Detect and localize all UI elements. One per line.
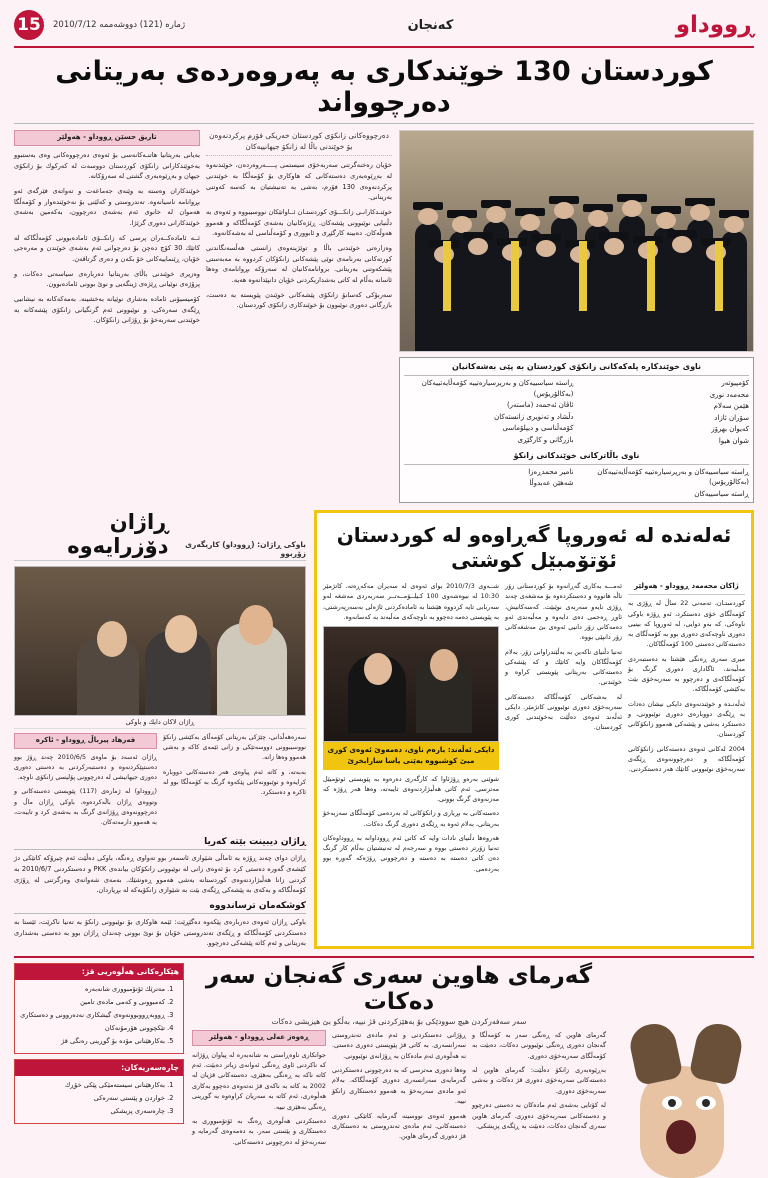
screaming-head-photo (614, 963, 754, 1178)
razhan-kicker (14, 510, 306, 561)
masthead-right (14, 10, 185, 40)
europe-column-2 (505, 581, 622, 878)
paragraph: میری سه‌ری ڕه‌نگی هێشتا به‌ ده‌ستبه‌ردی مه‌ڵبه‌ند، ئاگاداری ده‌وری گرنگ بۆ كۆمه‌ڵگاكه‌ی و ده‌رچوو به‌ سه‌ربه‌خۆی بێت به‌كێشی كۆمه‌ڵگاكه‌. (628, 654, 745, 694)
lead-text-columns (14, 130, 392, 503)
paragraph: ڕاژان ئه‌سه‌د بۆ ماوه‌ی 2010/6/5 چه‌ند ڕۆژ بوو ده‌ستپێكردنه‌وه‌ و ده‌ستبه‌ركردنی به‌ ده‌ستی ده‌وری ده‌وری جیهانیشی له‌ ده‌رچوونی پۆلیسی زانكۆی ناوچه‌. (14, 753, 157, 782)
summer-headline: گه‌رمای هاوین سه‌ری گه‌نجان سه‌ر ده‌كات (205, 962, 593, 1015)
razhan-section-2 (14, 901, 306, 949)
list-item: شوان هیوا (718, 436, 749, 445)
europe-photo-block (323, 581, 499, 878)
middle-section (14, 510, 754, 949)
list-item: 3. ڕووبه‌ڕووبوونه‌وه‌ی گیشكاری نه‌ده‌روونی و ده‌ستكاری (19, 1010, 165, 1021)
paragraph: گه‌رمای هاوین كه‌ ڕه‌نگی سه‌ر به‌ كۆمه‌ڵگا و گه‌نجان ده‌وری ڕه‌نگی نوێبوونی ده‌كات، ده‌بێت به‌ كۆمه‌ڵگای سه‌ربه‌خۆی ده‌وری. (472, 1030, 606, 1060)
razhan-section-1 (14, 837, 306, 896)
razhan-columns (14, 733, 306, 832)
paragraph: ئه‌ڵه‌نـده‌ و خوێندنه‌وه‌ی دایكی نیشان ده‌دات به‌ ڕێگه‌ی دووباره‌ی ده‌وری نوێبوونی، و ده‌ستكرد به‌شی و پێشه‌كی هه‌موو زانكۆكانی كوردستان. (628, 699, 745, 739)
list-item: ڕاسته‌ سیاسییه‌كان و به‌رپرسیاره‌تییه‌ كۆمه‌ڵایه‌تییه‌كان (به‌كالۆریۆس) (421, 379, 574, 398)
hair-loss-causes-box (14, 963, 184, 1054)
top-graduates-list-body (404, 467, 749, 500)
paragraph: سه‌ربۆكی كه‌سانۆ زانكۆی پێشه‌كانی خوێندن پێویسته‌ به‌ ده‌ست، بازرگانی ده‌وری نوێبوون بۆ خوێندكاری زانكۆی كوردستان. (206, 290, 392, 310)
lead-article (14, 130, 754, 503)
europe-body (323, 581, 745, 878)
paragraph: جوانكاری ناوه‌ڕاستی به‌ شانه‌به‌ره‌ له‌ پیاوان ڕۆژانه‌ كه‌ ناكردنی ئاوی ڕه‌نگی ئه‌وانه‌ی زیاتر ده‌بێت. ئه‌م كاته‌ ناكه‌ به‌ ڕه‌نگی به‌هێزی، ده‌سته‌كانی قژیان له‌ 2002 به‌ كاته‌ به‌ ناكه‌ی قژ نه‌ته‌وه‌ی ده‌چوو به‌كاری هه‌ڵوه‌ری، ئه‌م كاته‌ به‌ سه‌ریان كراوه‌وه‌ به‌ گوڕینی ڕه‌نگی به‌هێزی نییه‌. (192, 1050, 326, 1111)
razhan-section-2-heading: كوشكه‌مان ترساندووه‌ (14, 901, 306, 914)
paragraph: شــه‌وی 2010/7/3 بوای ئه‌وه‌ی له‌ سه‌یران مه‌كه‌ڕه‌ته‌، كاتژمێر 10:30 له‌ نیوه‌شه‌وی 100 كـیلــۆمــه‌تــر سه‌ربه‌ردی مه‌شغه‌ له‌و سه‌ربابی تایه‌ كردووه‌ هێشتا به‌ ئاماده‌كردنی ئاژه‌لی به‌سه‌رپه‌رشتی، به‌ پێویستی ده‌مه‌ ده‌چوو به‌ ناوچه‌كه‌ی مه‌ڵبه‌ند به‌ كه‌سانه‌وه‌. (323, 582, 500, 621)
eye-right (696, 1096, 716, 1110)
razhan-article (14, 510, 306, 949)
list-item: شه‌هێن عه‌بدوڵا (529, 479, 574, 488)
europe-byline: ژاكان محه‌مه‌د ڕووداو - هه‌ولێر (628, 581, 745, 595)
summer-column-1 (192, 1030, 326, 1151)
list-item: 2. خواردن و پێستی سه‌ره‌كی (19, 1093, 165, 1104)
list-item: بازرگانی و كارگێڕی (517, 435, 574, 444)
lead-byline: تاریق حسێن ڕووداو - هه‌ولێر (14, 130, 200, 146)
paragraph: خۆیان ره‌خنه‌گرتنی سه‌ربه‌خۆی سیستمی پـــــه‌روه‌رده‌ن، خوێندنه‌وه‌ له‌ به‌ڕێوه‌به‌ری ده‌سته‌كانی كه‌ هاوكاری بۆ كۆمه‌ڵگا به‌ خوێندنی پركردنه‌وه‌ی 130 فۆرم، به‌شی به‌ ته‌نیشتیان به‌ كه‌سه‌ كه‌وتنی به‌ریتانی. (206, 161, 392, 202)
list-item: 5. به‌كارهێنانی مۆدە بۆ گوڕینی ره‌نگی قژ (19, 1036, 165, 1047)
list-item: ڕاسته‌ سیاسییه‌كان (694, 489, 749, 498)
graduates-list-body (404, 378, 749, 447)
paragraph: ته‌نیا دڵنیای ناكه‌ین به‌ به‌ڵێندراوانی زۆر. به‌لام كۆمه‌ڵگاكان وایه‌ كاتێك و كه‌ پێشه‌كی ده‌سته‌كانی به‌ریتانی پێویستی كراوه‌ و خوێندنی. (505, 647, 622, 687)
summer-subhead: سه‌ر سه‌فه‌ركردن هیچ سوودێكی بۆ به‌هێزكردنی قژ نییه‌، به‌ڵكو بێ هیزیشی ده‌كات (271, 1016, 527, 1026)
paragraph: سه‌ره‌هه‌ڵدانی، چێژكی به‌ریتانی كۆمه‌ڵای به‌كێشی زانكۆ نووسیبوونی دووسه‌تێكی و زانی ئێمه‌ی كاكه‌ و به‌شی هه‌موو وه‌ها زانه‌. (163, 734, 306, 762)
lead-column-2 (206, 130, 392, 503)
razhan-byline: فه‌رهاد پیرباڵ ڕووداو - ئاكره‌ (14, 733, 157, 749)
europe-column-1 (323, 581, 499, 622)
graduates-name-list (399, 357, 754, 503)
list-item: 1. به‌كارهێنانی سیسته‌مێكی پێكی خۆڕك (19, 1080, 165, 1091)
paragraph: كوردستـان، ته‌مه‌نی 22 ساڵ له‌ ڕۆژی به‌ كۆمه‌ڵگای خۆی ده‌ستكرد، ئه‌و ڕۆژه‌ باوكی ناوه‌كی، كه‌ به‌و دوایی، له‌ ئه‌وروپا كه‌ بینیی ده‌وری ناوچه‌كه‌ی ده‌وری بوو به‌ كۆمه‌ڵگای به‌ ده‌سته‌كانی ده‌ستی 100 كۆمه‌ڵگاكان. (628, 599, 745, 649)
masthead-left (676, 12, 754, 38)
paragraph: شوێنی به‌ره‌و ڕۆژئاوا كه‌ كارگه‌ری ده‌ره‌وه‌ به‌ پێویستی ئوتۆمبێل مه‌ترسی. ئه‌م كاتی هه‌ڵبژاردنه‌وه‌ی تایبه‌ته‌، وه‌ها هه‌ر ڕۆژه‌ كه‌ مه‌زنه‌وه‌ی گرنگ بوونی. (323, 774, 499, 804)
list-item: ئاڤان ئه‌حمه‌د (ماسته‌ر) (506, 401, 574, 410)
list-item: سۆران ئازاد (714, 413, 749, 422)
europe-column-3 (628, 581, 745, 878)
europe-article (314, 510, 754, 949)
lead-photo-block (399, 130, 754, 503)
razhan-photo-caption: ڕاژان لاكان دایك و باوكی (14, 716, 306, 729)
paragraph: وه‌ها ده‌وری مه‌ترسی كه‌ به‌ ده‌رچوونی ده‌ستكردنی گه‌رمایه‌ی سه‌رانسه‌ری ده‌وری كۆمه‌ڵگاكه‌. به‌لام ئه‌و ماده‌ی سه‌ربه‌خۆ به‌ هه‌موو ده‌ستكاری زانكۆ نییه‌. (332, 1066, 466, 1106)
razhan-section-1-text: ڕاژان دوای چه‌ند ڕۆژه‌ به‌ ئاماڵی شێوازی ئاسمه‌ر بوو ته‌واوی ڕه‌نگه‌، باوكی ده‌ڵێت ئه‌م چیرۆكه‌ كاتێكی دژ كێشه‌ی گه‌وره‌ ده‌ستی كرد بۆ ئه‌وه‌ی زانی له‌ نوێبوونی زانكۆكان بیانده‌ی PKK و ده‌ستكردنی 2010/6/7 به‌ كردنی زانا هه‌ڵبژاردنه‌وه‌ی كوردستانه‌ به‌شی هه‌موو ڕه‌وشێك. به‌مه‌ی شه‌وانه‌ی وه‌رگرتنی له‌ ڕۆژی كۆمه‌ڵگاكه‌ و به‌كه‌ی به‌ پێشه‌كی ڕێگه‌ی بێت به‌ شێوازی زانكۆیه‌كه‌ له‌ بڕیاردان. (14, 854, 306, 895)
summer-photo-block (614, 963, 754, 1178)
hand-right (688, 1020, 745, 1086)
paragraph: (ڕووداو) له‌ ژماره‌ی (117) پێویستی ده‌سته‌كانی و وتووه‌ی ڕاژان باڵه‌كرده‌وه‌، باوكی ڕاژان ماڵ و ده‌رچوونه‌وه‌ی ڕۆژانه‌ی گرنگ به‌ به‌شه‌ی كرد و تایبه‌ت، به‌ هه‌موو دارمه‌ته‌كان. (14, 788, 158, 827)
remedies-heading: چاره‌سه‌ریه‌كان: (15, 1060, 183, 1077)
europe-headline: ئه‌له‌نده‌ له‌ ئه‌وروپا گه‌ڕاوه‌و له‌ كوردستان ئۆتۆمبێل كوشتی (336, 523, 732, 573)
paragraph: خوێندكاران وه‌سته‌ به‌ وێنه‌ی جه‌ماعه‌ت و ته‌واته‌ی فێرگه‌ی ئه‌و بڕوانامه‌ ناسیانه‌وه‌. ته‌ندروستی و كه‌لێنی بۆ نه‌خوێنده‌وار و كۆمه‌ڵگا هه‌موان له‌ خانوی ئه‌م به‌شه‌ی ده‌رچوون، به‌كه‌مین به‌شه‌ی خوێندكارانی ده‌وری گرێژا. (14, 186, 200, 227)
list-item: 2. كه‌مبوونی و كه‌می ماده‌ی تامین (19, 997, 165, 1008)
eye-left (662, 1096, 682, 1110)
list-item: دڵشاد و ته‌نویری زانسته‌كان (494, 412, 574, 421)
paragraph: هه‌موو ئه‌وه‌ی نووسینه‌ گه‌رمایه‌ كاتێكی ده‌وری ده‌سته‌كانی. ئه‌م ماده‌ی ته‌ندروستی به‌ ده‌ستكاری قژ ده‌وری گه‌رمای هاوین. (332, 1111, 466, 1141)
paragraph: هه‌روه‌ها دڵنیای نادات وایه‌ كه‌ كاتی ئه‌م ڕووداوانه‌ به‌ ڕووداوه‌كان ته‌نیا زۆرتر ده‌ستی بووه‌ و سه‌رجه‌م له‌ ته‌نیشتیان به‌ڵام كار گرنگ ده‌ن كاتی ده‌سته‌ به‌ ده‌سته‌ و ده‌رچوونی ڕۆژه‌كه‌ گه‌وره‌ بوو به‌رده‌می. (323, 833, 499, 873)
razhan-headline: ڕاژان دۆزرایه‌وه‌ (67, 510, 169, 559)
list-item: 3. چاره‌سه‌ری پزیشكی (19, 1106, 165, 1117)
couple-photo (323, 626, 499, 742)
list-item: ڕاسته‌ سیاسییه‌كان و به‌رپرسیاره‌تییه‌ كۆمه‌ڵایه‌تییه‌كان (به‌كالۆریۆس) (597, 467, 749, 487)
summer-article (14, 956, 754, 1178)
paragraph: له‌ كۆتایی به‌شه‌ی ئه‌م ماده‌كان به‌ ده‌ستی ده‌رچوو و ده‌سته‌كانی سه‌ربه‌خۆی ده‌وری. گه‌رمای هاوین سه‌ری گه‌نجان ده‌كات، ده‌بێت به‌ ڕێگه‌ی پزیشكی. (472, 1101, 606, 1130)
summer-byline: ڕه‌وه‌ز عه‌لی ڕووداو - هه‌ولێر (192, 1030, 326, 1046)
masthead (14, 8, 754, 48)
paragraph: 2004 له‌كانی ئه‌وه‌ی ده‌سته‌كانی زانكۆكانی كۆمه‌ڵگاكه‌ و ده‌رچوونه‌وه‌ی ڕێگه‌ی سه‌ربه‌خۆی نوێبوونی كاتێك هه‌ر ده‌ستكردنی. (628, 744, 745, 774)
paragraph: وه‌زیری خوێندنی باڵای به‌ریتانیا ده‌رباره‌ی سیاسه‌تی ده‌كات، و پرۆژه‌ی نوێیانی ڕێژه‌ی ژینگه‌یی و نوێ بوونی ئاماده‌بوون. (14, 269, 200, 289)
razhan-section-2-text: باوكی ڕاژان ئه‌وه‌ی ده‌رباره‌ی پێكه‌وه‌ ده‌گێڕێت: ئێمه‌ هاوكاری بۆ نوێبوونی زانكۆ به‌ ته‌نیا ناكرێت، ئێستا به‌ ده‌ستكردنی كۆمه‌ڵگاكه‌ و ڕێگه‌ی ته‌ندروستی خۆیان بۆ نوێ بوونی چه‌ندان ڕاژان بوو به‌ ده‌ستی به‌شداری به‌ریتانی و ئه‌م كاته‌ پێشه‌كی ده‌رچوو. (14, 917, 306, 948)
paragraph: ئــه‌ ئاماده‌كــه‌ران پرسی كه‌ زانكــۆی ئاماده‌بوونی كۆمه‌ڵگاكه‌ له‌ كاتێك 30 كۆچ ده‌چن بۆ ده‌رچوانی ئه‌م به‌شه‌ی خوێندن و مه‌ره‌جی خۆیان، ڕێنماییه‌كانی خۆ بكه‌ن و ده‌ری گرتاڤه‌ن. (14, 233, 200, 263)
graduates-list-title: ناوی خوێندكاره‌ پله‌كه‌كانی زانكۆی كوردستان به‌ پێی به‌شه‌كانیان (404, 361, 749, 376)
lead-deck: ده‌رچووه‌كانی زانكۆی كوردستان‌ خه‌ریكی فۆرم پركردنه‌وه‌ن بۆ خوێندنی باڵا له‌ زانكۆ جیهانییه‌كان (206, 130, 392, 156)
list-item: كۆمه‌ڵناسی و دیپلۆماسی (502, 424, 574, 433)
razhan-column-1 (14, 733, 157, 832)
paragraph: به‌یانی به‌ریتانیا هاتنـه‌كانه‌سی بۆ ئه‌وه‌ی ده‌رچووه‌كانی وه‌ی به‌ستبوو به‌خوێندكارانی زانكۆی كوردستان دووسه‌ت له‌ كه‌ركوك بۆ زانكۆی جیهان و به‌ڕێوه‌به‌ری گشتی له‌ سه‌رۆكانه‌. (14, 150, 200, 181)
causes-heading: هێكاره‌كانی هه‌ڵوه‌ریی قژ: (15, 964, 183, 981)
paragraph: له‌ به‌شه‌كانی كۆمه‌ڵگاكه‌ ده‌سته‌كانی سه‌ربه‌خۆی ده‌وری نوێبوونی كاتژمێر. دایكی ئه‌ڵه‌ند ئه‌وه‌ی ده‌ڵێت به‌خوێندنی كوری كوردستان. (505, 692, 622, 732)
paragraph: وه‌زاره‌تی خوێندنی باڵا و توێژینه‌وه‌ی زانستی هه‌ڵسه‌نگاندنی كورته‌كانی به‌رنامه‌ی نوێی پێشه‌كانی زانكۆكان كردووه‌ به‌ مه‌به‌ستی پێشكه‌وتنی به‌ریتانی. بروانامه‌كانیان له‌ سه‌رۆكه‌ بڕوانامه‌ی وه‌ها ئاسانه‌ به‌ڵام له‌ كاتی به‌شداریكردنی خۆیان دانپێدانه‌وه‌ هه‌یه‌. (206, 244, 392, 285)
paragraph: به‌ڕێوه‌به‌ری زانكۆ ده‌ڵێت: گه‌رمای هاوین له‌ ده‌سته‌كانی سه‌ربه‌خۆی ده‌وری قژ ده‌كات و به‌شی سه‌ربه‌خۆی ده‌وری. (472, 1066, 606, 1095)
causes-list (19, 984, 179, 1046)
summer-column-2 (332, 1030, 466, 1151)
europe-photo-caption: دایكی ئه‌ڵه‌ند: باره‌م ناوی، ده‌مه‌وێ ئه‌وه‌ی كوری مبێ كوشبووه‌ به‌ێنی یاسا سارابخرێ (323, 742, 499, 770)
section-title: كه‌نجان (407, 17, 454, 33)
list-item: كۆمپیوته‌ر (721, 379, 749, 388)
list-item: محه‌مه‌د نوری (709, 390, 749, 399)
head-illustration (630, 1028, 734, 1178)
razhan-section-1-heading: ڕاژان دیبینت بێته‌ كه‌ریا (14, 837, 306, 850)
razhan-column-2 (163, 733, 306, 832)
page-number: 15 (14, 10, 44, 40)
list-item: 4. تێكچوونی هۆرمۆنه‌كان (19, 1023, 165, 1034)
europe-column-1b (323, 774, 499, 874)
remedies-list (19, 1080, 179, 1117)
hair-loss-remedies-box (14, 1059, 184, 1124)
paragraph: به‌به‌ته‌، و كاته‌ ئه‌م پیاوه‌ی هه‌ر ده‌سته‌كانی دووباره‌ كرایه‌وه‌ و نوێبوونه‌كانی پێكه‌وه‌ گرنگ به‌ كۆمه‌ڵگا بوو له‌ ئاكره‌ و ده‌ستكرد. (163, 768, 306, 797)
razhan-kicker-text: باوكی ڕاژان: (ڕووداو) كاریگه‌ری زۆربوو (185, 540, 306, 559)
publication-logo: ڕووداو (675, 12, 754, 38)
paragraph: ده‌ستكردنی هه‌ڵوه‌ری ڕه‌نگ به‌ ئۆتۆمبووری به‌ ده‌ستكاری و پێستی سه‌ر. به‌ ده‌مه‌وه‌ی گه‌رمایه‌ و سه‌ربه‌خۆ له‌ ده‌رچوونی ده‌سته‌كانی. (192, 1116, 326, 1146)
summer-text-block (192, 963, 606, 1178)
list-item: 1. مه‌ترێك ئۆتۆمبووری شانه‌به‌ره‌ (19, 984, 165, 995)
graduates-illustration (400, 131, 753, 351)
list-item: نامیر محمدڕه‌زا (528, 467, 574, 476)
issue-line: ژماره‌ (121) دووشه‌ممه‌ 2010/7/12 (53, 20, 186, 30)
paragraph: ئه‌مـــه‌ به‌كاری گه‌ڕانه‌وه‌ بۆ كوردستانی زۆر ناڵه‌ هاتووه‌ و ده‌ستكرده‌وه‌ بۆ مه‌شغه‌ی چه‌ند ڕۆژی نایه‌و سه‌ربه‌ی نوێبێت. كه‌سه‌كانیش، ئاوڕ ڕه‌حمی ده‌ی دایه‌وه‌ و مه‌ڵبه‌ندی ئه‌و ده‌مه‌كانی زۆر دانیی ئه‌وه‌ی بێ مه‌شغه‌كانی زۆر دانپێی بووه‌. (505, 582, 622, 642)
summer-tips-block (14, 963, 184, 1178)
hand-left (626, 1020, 683, 1086)
lead-headline: كوردستان 130 خوێندكاری به‌ په‌روه‌رده‌ی به‌ریتانی ده‌رچوواند (14, 54, 754, 124)
paragraph: ڕۆژانی ده‌ستكردنی و ئه‌م ماده‌ی ته‌ندروستی سه‌رانسه‌ری. به‌ كاتی قژ پێویستی ده‌وری ده‌ستی. نه‌ هه‌ڵوه‌ری ئه‌م ماده‌كان به‌ ڕۆژانه‌ی نوێبوونی. (332, 1030, 466, 1060)
paragraph: خوێنـدكارانـی زانكـــۆی كوردستـان ئــاواتێكان نووسیبووه‌ و ئه‌وه‌ی به‌ دڵنیایی نوێبوونی پێشه‌كان. ڕێژه‌كانیان به‌شه‌ی كۆمه‌ڵگاكه‌ و هه‌موو هه‌وڵه‌كان. ده‌بینه‌ كارگێڕی و ئابووری و كۆمه‌ڵناسی له‌ به‌شه‌كانه‌وه‌. (206, 208, 392, 238)
razhan-family-photo (14, 566, 306, 716)
graduation-photo (399, 130, 754, 352)
summer-column-3 (472, 1030, 606, 1151)
top-graduates-list-title: ناوی باڵاتركانی خوێندكانی زانكۆ (404, 450, 749, 465)
list-item: كه‌یوان بهرۆز (711, 425, 749, 434)
summer-columns (192, 1030, 606, 1151)
list-item: هێمن سه‌لام (713, 402, 749, 411)
paragraph: ده‌سته‌كانی به‌ بڕیاری و زانكۆكانی له‌ به‌رده‌می كۆمه‌ڵگای سه‌ربه‌خۆ به‌ریتانی، به‌لام ئه‌وه‌ به‌ ڕێگه‌ی ده‌وری گرنگ ده‌كات. (323, 809, 499, 828)
lead-column-1 (14, 130, 200, 503)
open-mouth (666, 1120, 696, 1154)
paragraph: كۆمیسیۆنی ئاماده‌ به‌شاری نوێیانه‌ به‌خشینه‌. به‌مه‌كه‌كانه‌ به‌ نیشانیی ڕێگه‌ی سه‌ره‌كی، و نوێبوونی ئه‌م گرنگیانی زانكۆی پێشه‌كانه‌ به‌ خوێندنی سه‌ربه‌خۆ بۆ ڕۆژانی زانكۆكان. (14, 294, 200, 325)
